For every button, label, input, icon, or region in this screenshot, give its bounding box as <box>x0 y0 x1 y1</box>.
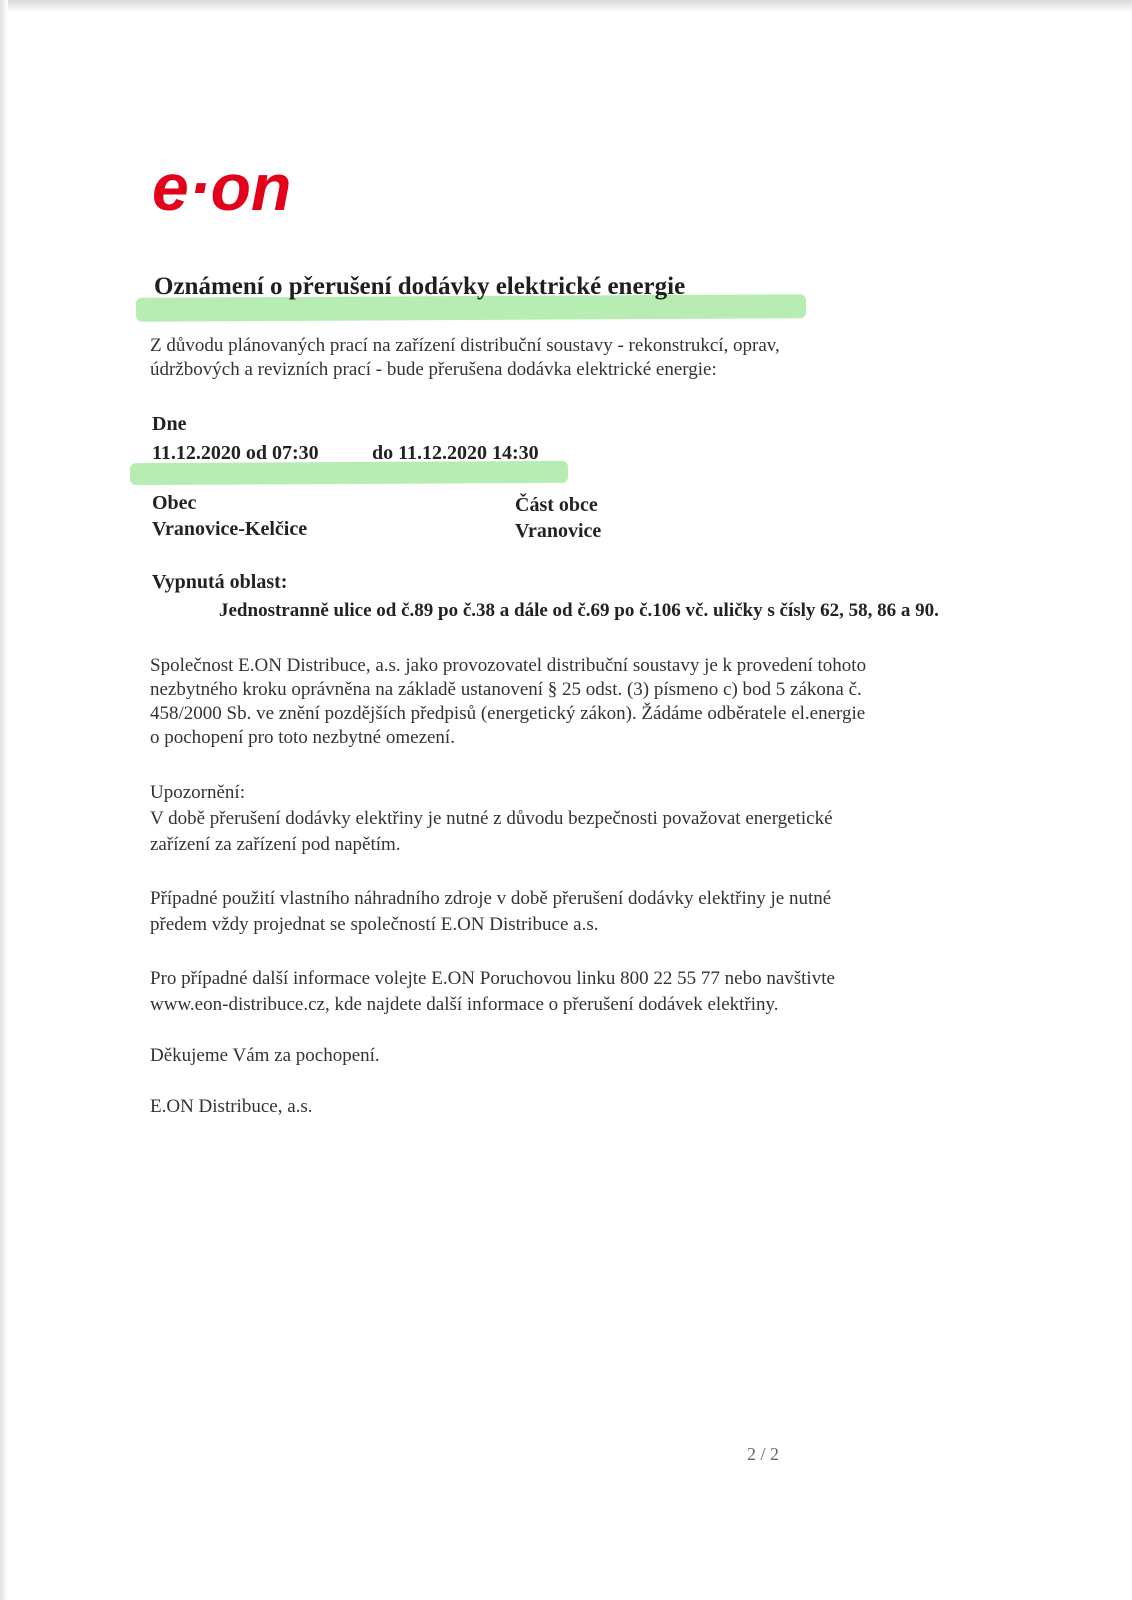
generator-line-1: Případné použití vlastního náhradního zdroje v době přerušení dodávky elektřiny je nutné <box>150 888 832 909</box>
page-title: Oznámení o přerušení dodávky elektrické energie <box>154 273 686 300</box>
generator-line-2: předem vždy projednat se společností E.ON Distribuce a.s. <box>150 914 599 935</box>
warning-label: Upozornění: <box>150 782 245 803</box>
date-label: Dne <box>152 413 187 435</box>
warning-line-2: zařízení za zařízení pod napětím. <box>150 834 401 855</box>
date-from: 11.12.2020 od 07:30 <box>152 442 319 464</box>
signature: E.ON Distribuce, a.s. <box>150 1096 313 1117</box>
eon-logo <box>152 150 352 226</box>
thanks-text: Děkujeme Vám za pochopení. <box>150 1045 380 1066</box>
cast-obce-value: Vranovice <box>515 520 602 542</box>
info-line-2: www.eon-distribuce.cz, kde najdete další informace o přerušení dodávek elektřiny. <box>150 994 779 1015</box>
legal-line-3: 458/2000 Sb. ve znění pozdějších předpisů (energetický zákon). Žádáme odběratele el.energie <box>150 703 866 724</box>
cast-obce-label: Část obce <box>515 494 598 516</box>
info-line-1: Pro případné další informace volejte E.ON Poruchovou linku 800 22 55 77 nebo navštivte <box>150 968 835 989</box>
area-label: Vypnutá oblast: <box>152 571 288 593</box>
intro-line-1: Z důvodu plánovaných prací na zařízení distribuční soustavy - rekonstrukcí, oprav, <box>150 335 780 356</box>
date-to: do 11.12.2020 14:30 <box>372 442 539 464</box>
area-value: Jednostranně ulice od č.89 po č.38 a dále od č.69 po č.106 vč. uličky s čísly 62, 58, 86 a 90. <box>219 600 939 621</box>
legal-line-2: nezbytného kroku oprávněna na základě ustanovení § 25 odst. (3) písmeno c) bod 5 zákona č. <box>150 679 862 700</box>
scan-edge-top <box>0 0 1132 12</box>
legal-line-1: Společnost E.ON Distribuce, a.s. jako provozovatel distribuční soustavy je k provedení tohoto <box>150 655 867 676</box>
intro-line-2: údržbových a revizních prací - bude přerušena dodávka elektrické energie: <box>150 359 717 380</box>
page-number: 2 / 2 <box>747 1444 780 1464</box>
warning-line-1: V době přerušení dodávky elektřiny je nutné z důvodu bezpečnosti považovat energetické <box>150 808 833 829</box>
legal-line-4: o pochopení pro toto nezbytné omezení. <box>150 727 455 748</box>
scan-edge-left <box>0 0 8 1600</box>
obec-label: Obec <box>152 492 197 514</box>
obec-value: Vranovice-Kelčice <box>152 518 308 540</box>
eon-logo-text: e·on <box>152 150 292 224</box>
